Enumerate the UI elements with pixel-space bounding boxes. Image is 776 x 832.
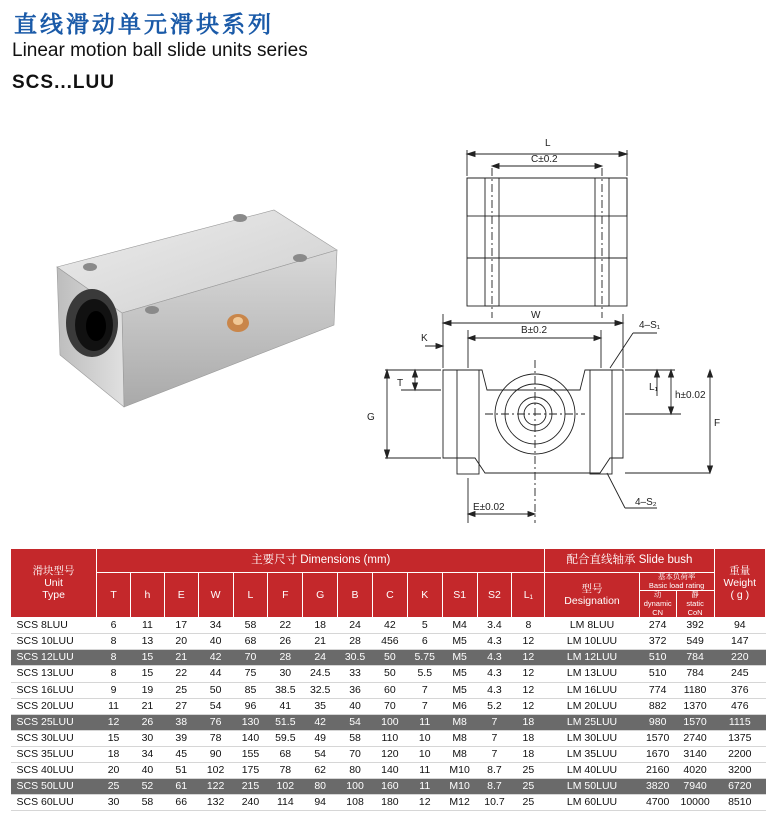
cell-k: 7	[407, 682, 442, 698]
cell-k: 7	[407, 698, 442, 714]
cell-s1: M5	[442, 666, 477, 682]
cell-e: 20	[164, 634, 198, 650]
cell-w: 50	[198, 682, 233, 698]
cell-dynamic: 3820	[639, 779, 676, 795]
cell-h: 15	[130, 666, 164, 682]
col-G: G	[303, 573, 338, 618]
cell-h: 19	[130, 682, 164, 698]
dim-S2: 4–S₂	[635, 497, 657, 508]
cell-static: 392	[676, 618, 714, 634]
cell-t: 18	[97, 746, 131, 762]
dim-B: B±0.2	[521, 325, 548, 336]
cell-w: 132	[198, 795, 233, 811]
cell-l: 68	[233, 634, 268, 650]
table-row	[11, 618, 766, 634]
cell-k: 10	[407, 746, 442, 762]
cell-dynamic: 510	[639, 666, 676, 682]
dimensions-header: 主要尺寸 Dimensions (mm)	[97, 549, 545, 573]
cell-type: SCS 13LUU	[11, 666, 97, 682]
cell-c: 120	[372, 746, 407, 762]
cell-e: 17	[164, 618, 198, 634]
cell-w: 102	[198, 762, 233, 778]
cell-b: 100	[338, 779, 373, 795]
table-row	[11, 714, 766, 730]
cell-s2: 4.3	[477, 666, 512, 682]
cell-w: 122	[198, 779, 233, 795]
dim-T: T	[397, 378, 404, 389]
cell-g: 18	[303, 618, 338, 634]
cell-weight: 6720	[714, 779, 765, 795]
cell-dynamic: 1670	[639, 746, 676, 762]
basic-load-rating-header: 基本负荷率 Basic load rating	[639, 573, 714, 591]
cell-w: 90	[198, 746, 233, 762]
cell-l1: 18	[512, 746, 545, 762]
cell-weight: 8510	[714, 795, 765, 811]
specification-table	[10, 548, 766, 811]
cell-l: 70	[233, 650, 268, 666]
cell-b: 54	[338, 714, 373, 730]
cell-g: 24	[303, 650, 338, 666]
cell-static: 3140	[676, 746, 714, 762]
col-S1: S1	[442, 573, 477, 618]
cell-g: 49	[303, 730, 338, 746]
dim-S1: 4–S₁	[639, 320, 661, 331]
cell-weight: 3200	[714, 762, 765, 778]
cell-l: 155	[233, 746, 268, 762]
cell-type: SCS 20LUU	[11, 698, 97, 714]
cell-g: 32.5	[303, 682, 338, 698]
cell-t: 8	[97, 650, 131, 666]
cell-e: 51	[164, 762, 198, 778]
cell-dynamic: 4700	[639, 795, 676, 811]
title-english: Linear motion ball slide units series	[12, 40, 308, 61]
cell-w: 42	[198, 650, 233, 666]
cell-s1: M12	[442, 795, 477, 811]
cell-l: 85	[233, 682, 268, 698]
cell-static: 2740	[676, 730, 714, 746]
cell-g: 62	[303, 762, 338, 778]
cell-t: 8	[97, 666, 131, 682]
cell-k: 12	[407, 795, 442, 811]
cell-h: 11	[130, 618, 164, 634]
cell-g: 42	[303, 714, 338, 730]
cell-e: 38	[164, 714, 198, 730]
cell-k: 5.5	[407, 666, 442, 682]
cell-s1: M5	[442, 634, 477, 650]
cell-t: 11	[97, 698, 131, 714]
unit-type-header: 滑块型号 Unit Type	[11, 549, 97, 618]
cell-e: 39	[164, 730, 198, 746]
cell-f: 41	[268, 698, 303, 714]
cell-designation: LM 60LUU	[545, 795, 639, 811]
cell-k: 11	[407, 779, 442, 795]
cell-dynamic: 2160	[639, 762, 676, 778]
cell-b: 33	[338, 666, 373, 682]
cell-w: 34	[198, 618, 233, 634]
dim-L1: L₁	[649, 382, 658, 393]
cell-dynamic: 274	[639, 618, 676, 634]
cell-b: 36	[338, 682, 373, 698]
cell-static: 1570	[676, 714, 714, 730]
cell-k: 11	[407, 714, 442, 730]
dim-h: h±0.02	[675, 390, 706, 401]
cell-s2: 7	[477, 714, 512, 730]
cell-s1: M5	[442, 682, 477, 698]
cell-s1: M10	[442, 779, 477, 795]
cell-h: 13	[130, 634, 164, 650]
cell-g: 54	[303, 746, 338, 762]
cell-g: 80	[303, 779, 338, 795]
cell-e: 45	[164, 746, 198, 762]
cell-dynamic: 372	[639, 634, 676, 650]
cell-s1: M4	[442, 618, 477, 634]
cell-weight: 220	[714, 650, 765, 666]
cell-s1: M6	[442, 698, 477, 714]
cell-designation: LM 35LUU	[545, 746, 639, 762]
cell-static: 549	[676, 634, 714, 650]
cell-g: 24.5	[303, 666, 338, 682]
dim-F: F	[714, 418, 721, 429]
cell-designation: LM 20LUU	[545, 698, 639, 714]
dim-C: C±0.2	[531, 154, 558, 165]
cell-g: 35	[303, 698, 338, 714]
cell-s2: 8.7	[477, 779, 512, 795]
cell-c: 100	[372, 714, 407, 730]
cell-weight: 2200	[714, 746, 765, 762]
cell-static: 784	[676, 666, 714, 682]
cell-type: SCS 40LUU	[11, 762, 97, 778]
cell-h: 40	[130, 762, 164, 778]
cell-t: 30	[97, 795, 131, 811]
cell-s2: 8.7	[477, 762, 512, 778]
cell-h: 26	[130, 714, 164, 730]
cell-w: 40	[198, 634, 233, 650]
table-row	[11, 682, 766, 698]
cell-weight: 376	[714, 682, 765, 698]
cell-s2: 7	[477, 730, 512, 746]
cell-dynamic: 980	[639, 714, 676, 730]
cell-type: SCS 8LUU	[11, 618, 97, 634]
static-header: 静 static CoN	[676, 591, 714, 618]
cell-static: 1180	[676, 682, 714, 698]
col-F: F	[268, 573, 303, 618]
cell-s2: 3.4	[477, 618, 512, 634]
cell-dynamic: 882	[639, 698, 676, 714]
cell-designation: LM 8LUU	[545, 618, 639, 634]
cell-c: 456	[372, 634, 407, 650]
cell-static: 7940	[676, 779, 714, 795]
cell-t: 15	[97, 730, 131, 746]
cell-l1: 12	[512, 698, 545, 714]
cell-b: 58	[338, 730, 373, 746]
cell-designation: LM 12LUU	[545, 650, 639, 666]
cell-c: 50	[372, 650, 407, 666]
cell-l: 240	[233, 795, 268, 811]
cell-s1: M8	[442, 730, 477, 746]
cell-l: 140	[233, 730, 268, 746]
cell-b: 40	[338, 698, 373, 714]
cell-k: 6	[407, 634, 442, 650]
cell-b: 24	[338, 618, 373, 634]
cell-type: SCS 60LUU	[11, 795, 97, 811]
col-C: C	[372, 573, 407, 618]
cell-c: 110	[372, 730, 407, 746]
dim-W: W	[531, 310, 541, 321]
cell-f: 51.5	[268, 714, 303, 730]
cell-s2: 5.2	[477, 698, 512, 714]
slide-unit-photo	[52, 195, 342, 420]
cell-type: SCS 35LUU	[11, 746, 97, 762]
cell-s2: 4.3	[477, 634, 512, 650]
cell-g: 21	[303, 634, 338, 650]
title-chinese: 直线滑动单元滑块系列	[14, 12, 274, 38]
cell-f: 26	[268, 634, 303, 650]
cell-c: 60	[372, 682, 407, 698]
cell-s1: M5	[442, 650, 477, 666]
cell-f: 114	[268, 795, 303, 811]
cell-dynamic: 1570	[639, 730, 676, 746]
cell-t: 25	[97, 779, 131, 795]
cell-t: 8	[97, 634, 131, 650]
technical-drawing	[345, 128, 775, 538]
table-row	[11, 666, 766, 682]
cell-h: 15	[130, 650, 164, 666]
cell-s2: 10.7	[477, 795, 512, 811]
dim-E: E±0.02	[473, 502, 505, 513]
cell-l1: 12	[512, 682, 545, 698]
cell-t: 6	[97, 618, 131, 634]
cell-type: SCS 16LUU	[11, 682, 97, 698]
cell-l1: 12	[512, 634, 545, 650]
cell-weight: 147	[714, 634, 765, 650]
cell-designation: LM 10LUU	[545, 634, 639, 650]
cell-s2: 7	[477, 746, 512, 762]
cell-l1: 25	[512, 795, 545, 811]
cell-l: 130	[233, 714, 268, 730]
cell-f: 28	[268, 650, 303, 666]
table-row	[11, 698, 766, 714]
cell-weight: 94	[714, 618, 765, 634]
cell-type: SCS 25LUU	[11, 714, 97, 730]
cell-e: 66	[164, 795, 198, 811]
cell-f: 22	[268, 618, 303, 634]
cell-s1: M10	[442, 762, 477, 778]
cell-designation: LM 25LUU	[545, 714, 639, 730]
cell-f: 78	[268, 762, 303, 778]
cell-l1: 18	[512, 714, 545, 730]
cell-weight: 476	[714, 698, 765, 714]
cell-h: 21	[130, 698, 164, 714]
col-h: h	[130, 573, 164, 618]
col-K: K	[407, 573, 442, 618]
col-S2: S2	[477, 573, 512, 618]
cell-h: 58	[130, 795, 164, 811]
table-row	[11, 746, 766, 762]
cell-l1: 12	[512, 650, 545, 666]
dim-G: G	[367, 412, 375, 423]
cell-t: 12	[97, 714, 131, 730]
table-row	[11, 730, 766, 746]
cell-l: 96	[233, 698, 268, 714]
cell-type: SCS 50LUU	[11, 779, 97, 795]
cell-f: 68	[268, 746, 303, 762]
cell-w: 76	[198, 714, 233, 730]
cell-l1: 18	[512, 730, 545, 746]
slide-bush-header: 配合直线轴承 Slide bush	[545, 549, 714, 573]
cell-s1: M8	[442, 714, 477, 730]
col-T: T	[97, 573, 131, 618]
cell-h: 30	[130, 730, 164, 746]
dim-K: K	[421, 333, 428, 344]
cell-static: 784	[676, 650, 714, 666]
cell-weight: 1115	[714, 714, 765, 730]
cell-f: 59.5	[268, 730, 303, 746]
table-body	[11, 618, 766, 811]
cell-designation: LM 50LUU	[545, 779, 639, 795]
cell-c: 180	[372, 795, 407, 811]
cell-e: 25	[164, 682, 198, 698]
cell-e: 22	[164, 666, 198, 682]
cell-s2: 4.3	[477, 682, 512, 698]
cell-c: 70	[372, 698, 407, 714]
weight-header: 重量 Weight ( g )	[714, 549, 765, 618]
cell-designation: LM 30LUU	[545, 730, 639, 746]
cell-designation: LM 13LUU	[545, 666, 639, 682]
cell-c: 160	[372, 779, 407, 795]
cell-designation: LM 40LUU	[545, 762, 639, 778]
dim-L: L	[545, 138, 551, 149]
col-W: W	[198, 573, 233, 618]
cell-k: 10	[407, 730, 442, 746]
cell-e: 21	[164, 650, 198, 666]
cell-g: 94	[303, 795, 338, 811]
col-L1: L₁	[512, 573, 545, 618]
cell-weight: 245	[714, 666, 765, 682]
cell-f: 38.5	[268, 682, 303, 698]
cell-l: 215	[233, 779, 268, 795]
cell-l1: 12	[512, 666, 545, 682]
table-row	[11, 779, 766, 795]
cell-b: 70	[338, 746, 373, 762]
cell-c: 42	[372, 618, 407, 634]
cell-w: 44	[198, 666, 233, 682]
cell-static: 4020	[676, 762, 714, 778]
cell-f: 30	[268, 666, 303, 682]
col-L: L	[233, 573, 268, 618]
cell-l: 175	[233, 762, 268, 778]
cell-b: 28	[338, 634, 373, 650]
cell-w: 78	[198, 730, 233, 746]
dynamic-header: 动 dynamic CN	[639, 591, 676, 618]
cell-designation: LM 16LUU	[545, 682, 639, 698]
cell-weight: 1375	[714, 730, 765, 746]
cell-l1: 25	[512, 779, 545, 795]
cell-l: 58	[233, 618, 268, 634]
cell-type: SCS 10LUU	[11, 634, 97, 650]
cell-b: 108	[338, 795, 373, 811]
cell-l: 75	[233, 666, 268, 682]
cell-b: 30.5	[338, 650, 373, 666]
table-row	[11, 762, 766, 778]
cell-b: 80	[338, 762, 373, 778]
cell-type: SCS 12LUU	[11, 650, 97, 666]
cell-static: 10000	[676, 795, 714, 811]
cell-h: 52	[130, 779, 164, 795]
cell-k: 11	[407, 762, 442, 778]
table-row	[11, 650, 766, 666]
table-row	[11, 634, 766, 650]
col-E: E	[164, 573, 198, 618]
cell-static: 1370	[676, 698, 714, 714]
cell-c: 140	[372, 762, 407, 778]
cell-f: 102	[268, 779, 303, 795]
cell-l1: 25	[512, 762, 545, 778]
cell-e: 27	[164, 698, 198, 714]
cell-k: 5	[407, 618, 442, 634]
cell-w: 54	[198, 698, 233, 714]
cell-e: 61	[164, 779, 198, 795]
cell-s1: M8	[442, 746, 477, 762]
designation-header: 型号 Designation	[545, 573, 639, 618]
cell-c: 50	[372, 666, 407, 682]
cell-k: 5.75	[407, 650, 442, 666]
cell-l1: 8	[512, 618, 545, 634]
model-series: SCS...LUU	[12, 72, 115, 93]
cell-type: SCS 30LUU	[11, 730, 97, 746]
cell-t: 20	[97, 762, 131, 778]
cell-t: 9	[97, 682, 131, 698]
cell-dynamic: 510	[639, 650, 676, 666]
cell-h: 34	[130, 746, 164, 762]
cell-dynamic: 774	[639, 682, 676, 698]
col-B: B	[338, 573, 373, 618]
cell-s2: 4.3	[477, 650, 512, 666]
table-row	[11, 795, 766, 811]
